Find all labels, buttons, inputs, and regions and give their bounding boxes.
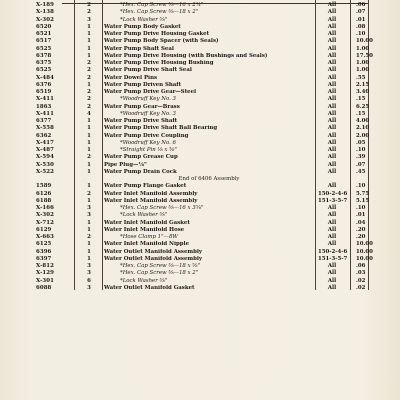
description: Water Pump Drive Housing (with Bushings and Seals) (104, 52, 268, 59)
part-number: 6375 (36, 60, 52, 66)
price: .04 (356, 219, 366, 226)
quantity: 2 (87, 103, 91, 110)
quantity: 1 (87, 147, 91, 153)
quantity: 2 (87, 96, 91, 103)
description: *Hex. Cap Screw ⅜—18 x ⅝" (120, 263, 201, 269)
description: Water Pump Gear—Brass (104, 103, 180, 110)
model-number: All (327, 2, 337, 8)
model-number: All (327, 270, 337, 277)
quantity: 2 (87, 234, 91, 240)
price: .55 (356, 74, 366, 81)
description: *Hex. Cap Screw ⅜—16 x 2¾" (120, 2, 204, 8)
description: End of 6406 Assembly (178, 176, 240, 182)
quantity: 1 (87, 161, 91, 168)
price: 4.00 (356, 118, 370, 124)
part-number: X-411 (36, 110, 54, 117)
part-number: 1589 (36, 183, 52, 190)
model-number: All (327, 31, 337, 37)
description: Water Outlet Manifold Assembly (104, 248, 203, 255)
quantity: 2 (87, 190, 91, 197)
part-number: X-712 (36, 219, 54, 226)
part-number: 6397 (36, 255, 52, 262)
price: .01 (356, 16, 366, 23)
model-number: All (327, 212, 337, 219)
part-number: X-138 (36, 9, 54, 16)
model-number: All (327, 9, 337, 16)
price: 2.15 (356, 81, 370, 88)
price: 10.00 (356, 241, 373, 248)
quantity: 1 (87, 226, 91, 233)
model-number: All (327, 96, 337, 103)
quantity: 1 (87, 139, 91, 146)
part-number: X-301 (36, 277, 54, 284)
quantity: 3 (87, 270, 91, 277)
description: Water Inlet Manifold Assembly (104, 197, 198, 204)
part-number: X-812 (36, 263, 54, 269)
description: Water Pump Drive Housing Bushing (104, 60, 214, 66)
model-number: All (327, 241, 337, 248)
price: .07 (356, 9, 366, 16)
description: *Lock Washer ⅜" (120, 212, 168, 219)
part-number: X-484 (36, 74, 54, 81)
price: 10.00 (356, 248, 373, 255)
part-number: X-558 (36, 125, 54, 132)
quantity: 1 (87, 52, 91, 59)
description: Water Pump Drive Shaft Ball Bearing (104, 125, 218, 132)
price: 1.00 (356, 45, 370, 52)
model-number: All (327, 205, 337, 211)
price: .06 (356, 263, 366, 269)
part-number: 6519 (36, 89, 52, 95)
price: .15 (356, 96, 366, 103)
price: .20 (356, 226, 366, 233)
quantity: 2 (87, 154, 91, 161)
model-number: 150-2-4-6 (318, 248, 348, 255)
description: Water Inlet Manifold Gasket (104, 219, 190, 226)
description: *Lock Washer ⅜" (120, 16, 168, 23)
quantity: 1 (87, 38, 91, 45)
part-number: X-189 (36, 2, 54, 8)
description: Water Pump Body Gasket (104, 23, 181, 30)
model-number: All (327, 38, 337, 45)
price: 2.10 (356, 125, 370, 132)
model-number: 151-3-5-7 (318, 255, 348, 262)
part-number: X-129 (36, 270, 54, 277)
quantity: 1 (87, 81, 91, 88)
table-row (0, 285, 400, 292)
model-number: All (327, 103, 337, 110)
part-number: 6088 (36, 284, 52, 291)
price: .39 (356, 154, 366, 161)
price: .05 (356, 139, 366, 146)
price: .10 (356, 147, 366, 153)
model-number: All (327, 277, 337, 284)
price: 10.00 (356, 38, 373, 45)
description: Water Pump Drive Housing Gasket (104, 31, 210, 37)
part-number: 6525 (36, 67, 52, 74)
description: Water Pump Drive Coupling (104, 132, 189, 139)
model-number: All (327, 89, 337, 95)
model-number: All (327, 161, 337, 168)
model-number: All (327, 67, 337, 74)
price: .15 (356, 110, 366, 117)
part-number: X-594 (36, 154, 54, 161)
price: .01 (356, 212, 366, 219)
description: *Hex. Cap Screw ⅜—16 x 3⅝" (120, 205, 204, 211)
price: .45 (356, 168, 366, 175)
description: *Woodruff Key No. 3 (120, 110, 176, 117)
quantity: 1 (87, 23, 91, 30)
price: .03 (356, 270, 366, 277)
description: Water Pump Drive Gear—Steel (104, 89, 197, 95)
part-number: 6396 (36, 248, 52, 255)
quantity: 1 (87, 248, 91, 255)
description: Water Inlet Manifold Nipple (104, 241, 190, 248)
part-number: 6517 (36, 38, 52, 45)
description: Water Pump Flange Gasket (104, 183, 187, 190)
description: *Hose Clamp 1"—8W (120, 234, 178, 240)
price: 1.00 (356, 67, 370, 74)
quantity: 3 (87, 263, 91, 269)
price: .06 (356, 2, 366, 8)
price: .10 (356, 183, 366, 190)
price: 10.00 (356, 255, 373, 262)
quantity: 2 (87, 60, 91, 66)
part-number: 6125 (36, 241, 52, 248)
price: .10 (356, 31, 366, 37)
quantity: 1 (87, 118, 91, 124)
price: .10 (356, 205, 366, 211)
description: Water Pump Drain Cock (104, 168, 177, 175)
part-number: 6378 (36, 52, 52, 59)
quantity: 1 (87, 45, 91, 52)
description: Water Outlet Manifold Gasket (104, 284, 195, 291)
quantity: 3 (87, 284, 91, 291)
quantity: 6 (87, 277, 91, 284)
model-number: All (327, 60, 337, 66)
model-number: All (327, 81, 337, 88)
model-number: All (327, 74, 337, 81)
model-number: 151-3-5-7 (318, 197, 348, 204)
part-number: 6362 (36, 132, 52, 139)
part-number: 6521 (36, 31, 52, 37)
model-number: All (327, 154, 337, 161)
model-number: All (327, 45, 337, 52)
quantity: 2 (87, 9, 91, 16)
quantity: 3 (87, 16, 91, 23)
description: *Woodruff Key No. 3 (120, 96, 176, 103)
quantity: 1 (87, 125, 91, 132)
description: Water Pump Body Spacer (with Seals) (104, 38, 219, 45)
part-number: 6377 (36, 118, 52, 124)
description: Water Inlet Manifold Hose (104, 226, 185, 233)
price: .07 (356, 161, 366, 168)
model-number: All (327, 234, 337, 240)
description: *Hex. Cap Screw ⅜—18 x 2" (120, 9, 199, 16)
quantity: 1 (87, 219, 91, 226)
part-number: X-302 (36, 16, 54, 23)
price: 3.40 (356, 89, 370, 95)
quantity: 1 (87, 241, 91, 248)
description: Water Inlet Manifold Assembly (104, 190, 198, 197)
part-number: 6129 (36, 226, 52, 233)
quantity: 4 (87, 110, 91, 117)
model-number: All (327, 284, 337, 291)
part-number: 6525 (36, 45, 52, 52)
quantity: 1 (87, 168, 91, 175)
description: Water Pump Driven Shaft (104, 81, 182, 88)
description: *Straight Pin ⅛ x ⅝" (120, 147, 177, 153)
description: *Woodruff Key No. 6 (120, 139, 176, 146)
model-number: All (327, 52, 337, 59)
description: Water Outlet Manifold Assembly (104, 255, 203, 262)
quantity: 2 (87, 67, 91, 74)
part-number: 6520 (36, 23, 52, 30)
price: .02 (356, 284, 366, 291)
part-number: 6126 (36, 190, 52, 197)
model-number: 150-2-4-6 (318, 190, 348, 197)
description: *Lock Washer ⅜" (120, 277, 168, 284)
model-number: All (327, 16, 337, 23)
part-number: X-166 (36, 205, 54, 211)
price: .08 (356, 23, 366, 30)
model-number: All (327, 183, 337, 190)
model-number: All (327, 110, 337, 117)
quantity: 1 (87, 197, 91, 204)
price: .02 (356, 277, 366, 284)
price: 17.50 (356, 52, 373, 59)
part-number: X-487 (36, 147, 54, 153)
price: 1.00 (356, 60, 370, 66)
model-number: All (327, 168, 337, 175)
description: Water Pump Drive Shaft Seal (104, 67, 192, 74)
quantity: 3 (87, 212, 91, 219)
part-number: X-663 (36, 234, 54, 240)
model-number: All (327, 263, 337, 269)
model-number: All (327, 132, 337, 139)
model-number: All (327, 219, 337, 226)
part-number: X-530 (36, 161, 54, 168)
quantity: 1 (87, 255, 91, 262)
part-number: X-302 (36, 212, 54, 219)
description: Water Pump Grease Cup (104, 154, 178, 161)
model-number: All (327, 23, 337, 30)
quantity: 2 (87, 2, 91, 8)
quantity: 1 (87, 132, 91, 139)
quantity: 3 (87, 205, 91, 211)
description: Pipe Plug—⅛" (104, 161, 147, 168)
model-number: All (327, 139, 337, 146)
price: 2.00 (356, 132, 370, 139)
part-number: X-522 (36, 168, 54, 175)
description: Water Pump Shaft Seal (104, 45, 174, 52)
price: 5.75 (356, 190, 370, 197)
price: 6.25 (356, 103, 370, 110)
part-number: 6376 (36, 81, 52, 88)
model-number: All (327, 125, 337, 132)
quantity: 1 (87, 31, 91, 37)
quantity: 2 (87, 89, 91, 95)
quantity: 1 (87, 183, 91, 190)
part-number: X-417 (36, 139, 54, 146)
description: *Hex. Cap Screw ⅜—18 x 2" (120, 270, 199, 277)
part-number: 1863 (36, 103, 52, 110)
quantity: 2 (87, 74, 91, 81)
price: 5.15 (356, 197, 370, 204)
part-number: X-411 (36, 96, 54, 103)
model-number: All (327, 118, 337, 124)
model-number: All (327, 226, 337, 233)
description: Water Pump Drive Shaft (104, 118, 178, 124)
part-number: 6188 (36, 197, 52, 204)
price: .20 (356, 234, 366, 240)
description: Water Dowel Pins (104, 74, 158, 81)
model-number: All (327, 147, 337, 153)
